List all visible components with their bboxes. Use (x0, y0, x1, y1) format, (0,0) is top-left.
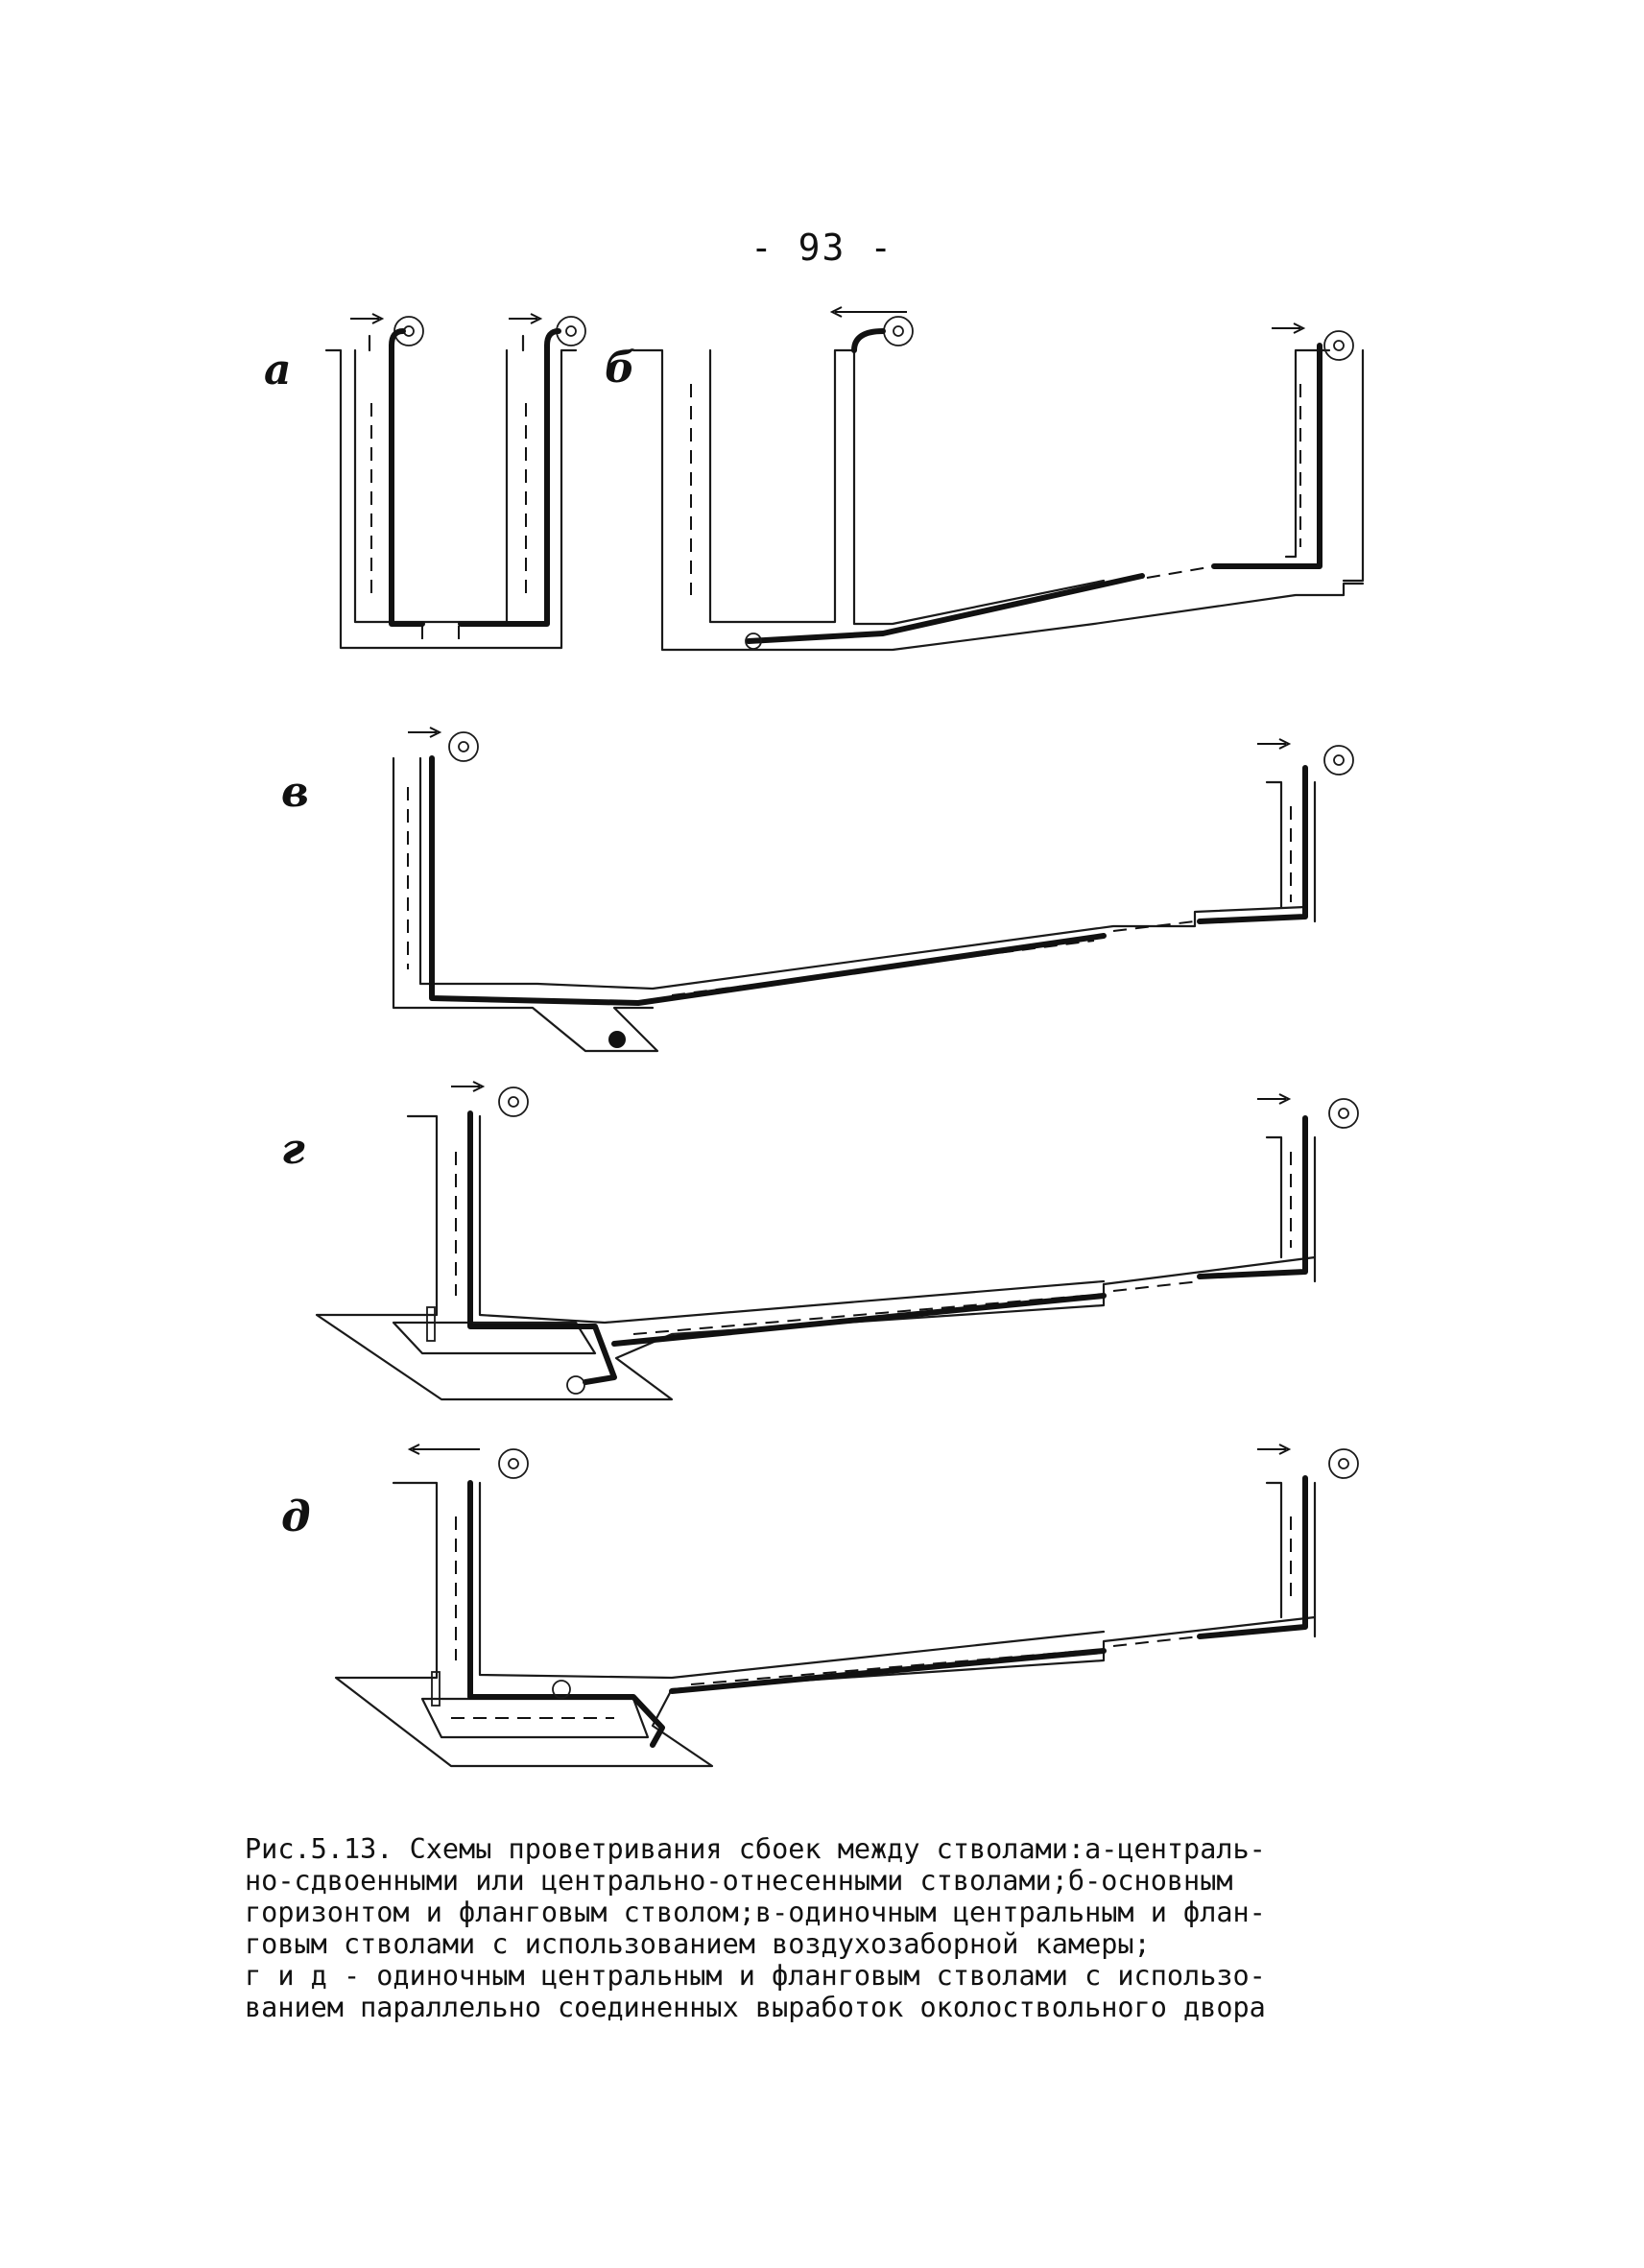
caption-line: но-сдвоенными или центрально-отнесенными стволами;б-основным (245, 1865, 1233, 1897)
fan-icon (499, 1449, 528, 1478)
scheme-a (326, 314, 585, 648)
fan-icon (567, 1376, 584, 1394)
figure-caption (245, 1833, 1411, 2023)
scheme-label-d: д (281, 1492, 311, 1541)
scheme-label-g: г (281, 1125, 305, 1174)
scheme-v (393, 728, 1353, 1051)
fan-icon (884, 317, 913, 346)
page-number: - 93 - (750, 227, 894, 269)
caption-line: горизонтом и фланговым стволом;в-одиночным центральным и флан- (245, 1897, 1266, 1928)
scheme-g (317, 1082, 1358, 1399)
scheme-label-v: в (281, 768, 309, 817)
fan-icon (1329, 1099, 1358, 1128)
caption-line: г и д - одиночным центральным и фланговым стволами с использо- (245, 1960, 1266, 1992)
fan-icon (449, 732, 478, 761)
caption-line: говым стволами с использованием воздухозаборной камеры; (245, 1928, 1151, 1960)
caption-line: Рис.5.13. Схемы проветривания сбоек между стволами:а-централь- (245, 1833, 1266, 1865)
caption-line: ванием параллельно соединенных выработок околоствольного двора (245, 1992, 1266, 2023)
scheme-label-a: а (264, 346, 292, 394)
scheme-b (633, 307, 1363, 650)
fan-icon (499, 1087, 528, 1116)
fan-icon (1329, 1449, 1358, 1478)
fan-icon (608, 1031, 626, 1048)
scheme-d (336, 1444, 1358, 1766)
fan-icon (1324, 331, 1353, 360)
scheme-label-b: б (605, 344, 635, 393)
fan-icon (1324, 746, 1353, 775)
